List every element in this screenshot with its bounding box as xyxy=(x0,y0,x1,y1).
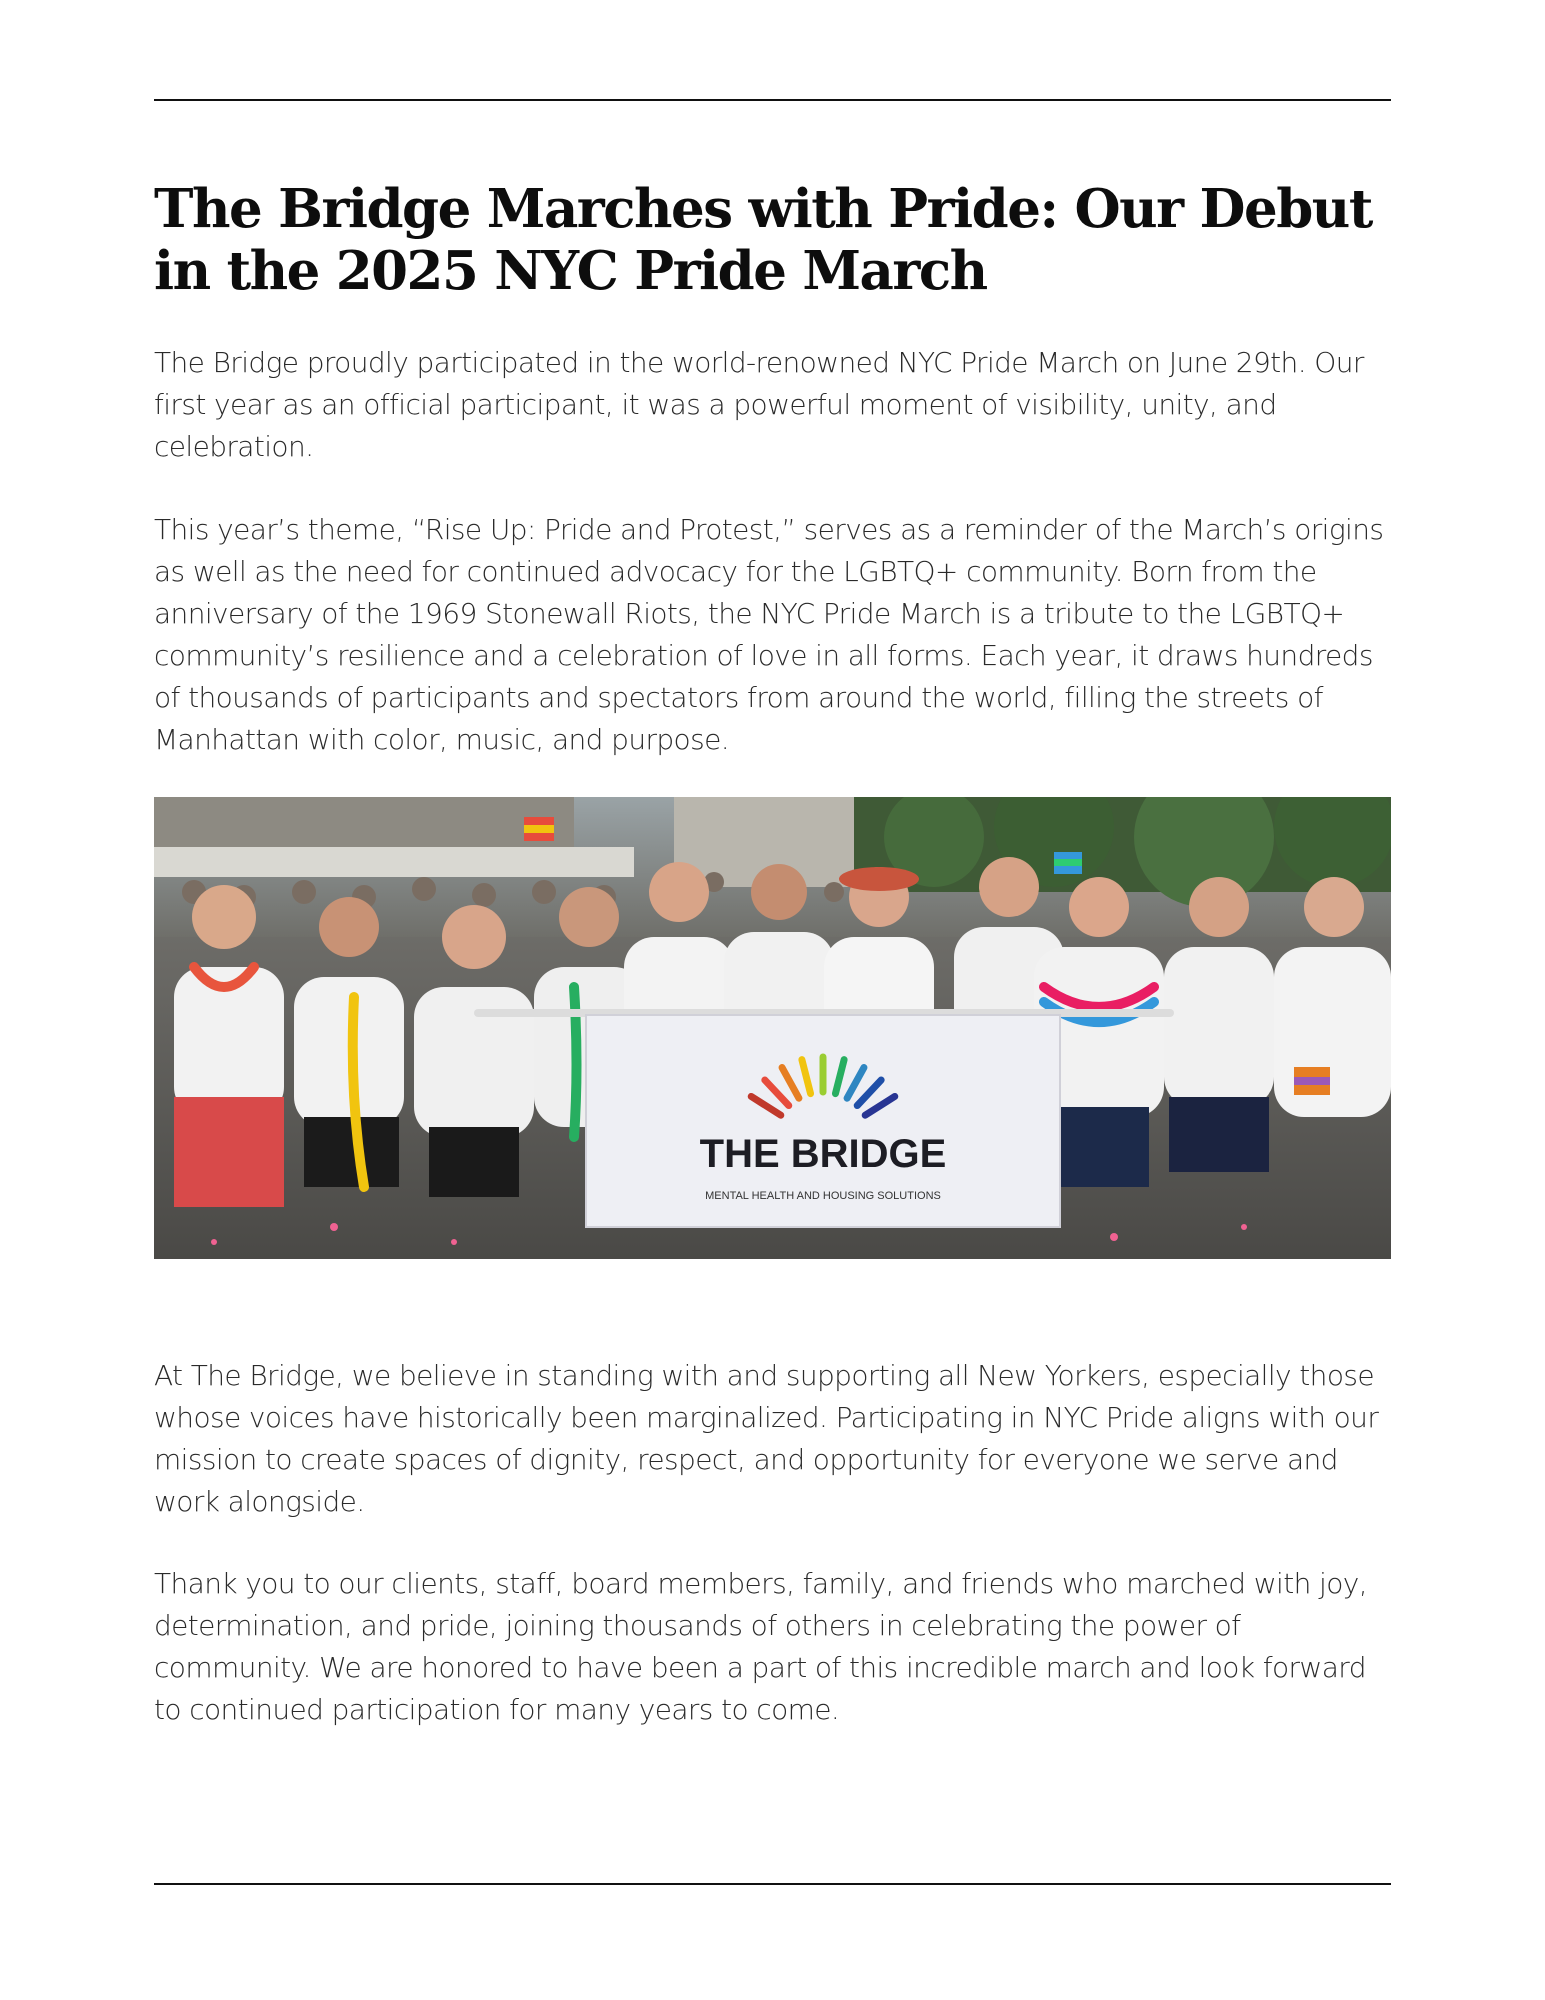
banner-title: THE BRIDGE xyxy=(699,1132,947,1176)
article-title: The Bridge Marches with Pride: Our Debut in the 2025 NYC Pride March xyxy=(154,178,1372,302)
banner-subtitle: MENTAL HEALTH AND HOUSING SOLUTIONS xyxy=(705,1190,941,1202)
intro-paragraph: The Bridge proudly participated in the world-renowned NYC Pride March on June 29th. Our first year as an official participant, it was a powerful moment of visibility, unity, and celebration. xyxy=(154,346,1364,463)
bottom-divider xyxy=(154,1883,1391,1885)
top-divider xyxy=(154,99,1391,101)
pride-march-photo xyxy=(154,797,1391,1259)
thanks-paragraph: Thank you to our clients, staff, board members, family, and friends who marched with joy, determination, and pride, joining thousands of others in celebrating the power of community. We are honored to have been a part of this incredible march and look forward to continued participation for many years to come. xyxy=(154,1567,1367,1726)
theme-paragraph: This year’s theme, “Rise Up: Pride and Protest,” serves as a reminder of the March’s origins as well as the need for continued advocacy for the LGBTQ+ community. Born from the anniversary of the 1969 Stonewall Riots, the NYC Pride March is a tribute to the LGBTQ+ community’s resilience and a celebration of love in all forms. Each year, it draws hundreds of thousands of participants and spectators from around the world, filling the streets of Manhattan with color, music, and purpose. xyxy=(154,513,1384,756)
mission-paragraph: At The Bridge, we believe in standing with and supporting all New Yorkers, especially those whose voices have historically been marginalized. Participating in NYC Pride aligns with our mission to create spaces of dignity, respect, and opportunity for everyone we serve and work alongside. xyxy=(154,1359,1379,1518)
